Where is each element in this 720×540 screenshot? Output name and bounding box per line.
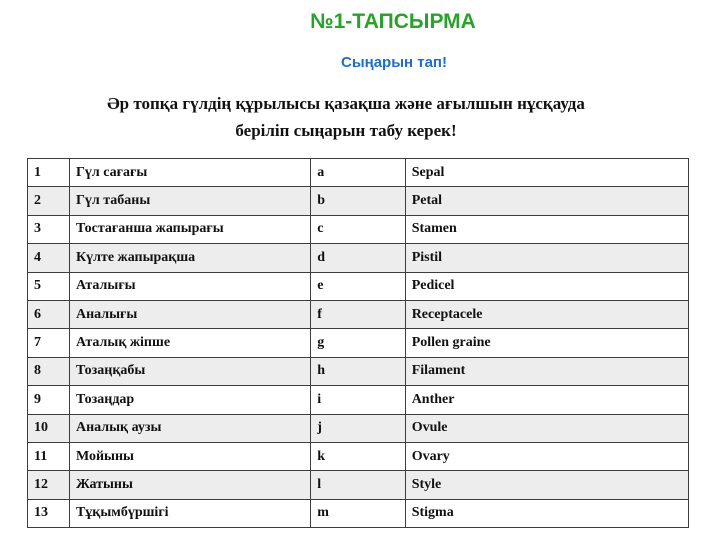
row-letter-cell: c (311, 215, 405, 243)
table-row (28, 499, 689, 527)
table-row (28, 414, 689, 442)
row-letter-cell: d (311, 244, 405, 272)
english-term-cell: Anther (405, 386, 688, 414)
table-row (28, 244, 689, 272)
row-number-cell: 10 (28, 414, 70, 442)
kazakh-term-cell: Аталық жіпше (69, 329, 310, 357)
english-term-cell: Receptacele (405, 300, 688, 328)
kazakh-term-cell: Мойыны (69, 442, 310, 470)
english-term-cell: Pollen graine (405, 329, 688, 357)
kazakh-term-cell: Гүл табаны (69, 187, 310, 215)
english-term-cell: Style (405, 471, 688, 499)
row-letter-cell: g (311, 329, 405, 357)
english-term-cell: Stigma (405, 499, 688, 527)
kazakh-term-cell: Тұқымбүршігі (69, 499, 310, 527)
kazakh-term-cell: Күлте жапырақша (69, 244, 310, 272)
row-number-cell: 4 (28, 244, 70, 272)
row-number-cell: 6 (28, 300, 70, 328)
row-number-cell: 8 (28, 357, 70, 385)
matching-table-body (28, 159, 689, 528)
instruction-line-1: Әр топқа гүлдің құрылысы қазақша және ағылшын нұсқауда (107, 94, 585, 113)
kazakh-term-cell: Тозаңдар (69, 386, 310, 414)
table-row (28, 471, 689, 499)
page-subtitle: Сыңарын тап! (341, 54, 447, 71)
table-row (28, 159, 689, 187)
row-letter-cell: i (311, 386, 405, 414)
row-letter-cell: a (311, 159, 405, 187)
english-term-cell: Pedicel (405, 272, 688, 300)
row-letter-cell: f (311, 300, 405, 328)
english-term-cell: Stamen (405, 215, 688, 243)
row-letter-cell: e (311, 272, 405, 300)
instruction-line-2: беріліп сыңарын табу керек! (235, 121, 457, 140)
kazakh-term-cell: Аталығы (69, 272, 310, 300)
row-letter-cell: m (311, 499, 405, 527)
table-row (28, 215, 689, 243)
table-row (28, 442, 689, 470)
page-title: №1-ТАПСЫРМА (310, 10, 476, 33)
row-number-cell: 7 (28, 329, 70, 357)
table-row (28, 329, 689, 357)
row-letter-cell: h (311, 357, 405, 385)
english-term-cell: Ovule (405, 414, 688, 442)
row-letter-cell: k (311, 442, 405, 470)
english-term-cell: Ovary (405, 442, 688, 470)
row-number-cell: 11 (28, 442, 70, 470)
english-term-cell: Filament (405, 357, 688, 385)
instruction-text (0, 90, 720, 144)
kazakh-term-cell: Жатыны (69, 471, 310, 499)
kazakh-term-cell: Тостағанша жапырағы (69, 215, 310, 243)
kazakh-term-cell: Тозаңқабы (69, 357, 310, 385)
table-row (28, 357, 689, 385)
table-row (28, 386, 689, 414)
kazakh-term-cell: Аналығы (69, 300, 310, 328)
row-letter-cell: b (311, 187, 405, 215)
row-number-cell: 9 (28, 386, 70, 414)
table-row (28, 187, 689, 215)
row-number-cell: 2 (28, 187, 70, 215)
row-number-cell: 13 (28, 499, 70, 527)
english-term-cell: Sepal (405, 159, 688, 187)
kazakh-term-cell: Аналық аузы (69, 414, 310, 442)
kazakh-term-cell: Гүл сағағы (69, 159, 310, 187)
english-term-cell: Petal (405, 187, 688, 215)
row-number-cell: 1 (28, 159, 70, 187)
table-row (28, 300, 689, 328)
row-letter-cell: j (311, 414, 405, 442)
row-number-cell: 5 (28, 272, 70, 300)
matching-table (27, 158, 689, 528)
table-row (28, 272, 689, 300)
row-number-cell: 3 (28, 215, 70, 243)
row-number-cell: 12 (28, 471, 70, 499)
row-letter-cell: l (311, 471, 405, 499)
english-term-cell: Pistil (405, 244, 688, 272)
